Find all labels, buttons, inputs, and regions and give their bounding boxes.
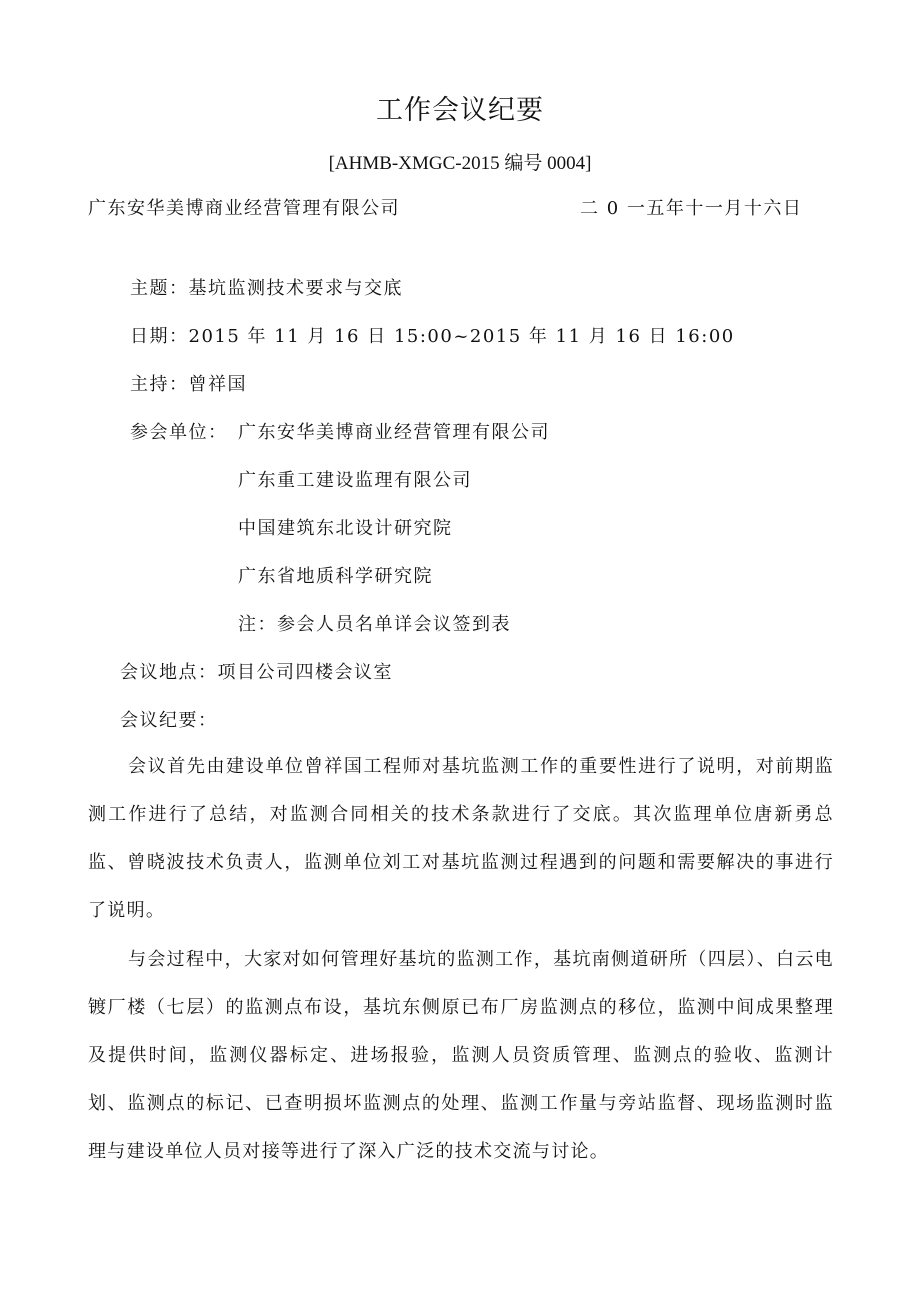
document-number: [AHMB-XMGC-2015 编号 0004] [328,153,592,174]
subject-field: 主题：基坑监测技术要求与交底 [130,278,403,299]
participants-label: 参会单位： [130,422,228,443]
minutes-paragraph-2: 与会过程中，大家对如何管理好基坑的监测工作，基坑南侧道研所（四层）、白云电镀厂楼（七层）的监测点布设，基坑东侧原已布厂房监测点的移位，监测中间成果整理及提供时间，监测仪器标定、进场报验，监测人员资质管理、监测点的验收、监测计划、监测点的标记、已查明损坏监测点的处理、监测工作量与旁站监督、现场监测时监理与建设单位人员对接等进行了深入广泛的技术交流与讨论。 [88,949,834,1162]
document-title: 工作会议纪要 [376,95,544,126]
issue-date: 二 0 一五年十一月十六日 [580,198,803,219]
issuing-organization: 广东安华美博商业经营管理有限公司 [88,198,400,219]
host-field: 主持：曾祥国 [130,374,247,395]
participant-item: 广东省地质科学研究院 [238,566,433,587]
participant-item: 广东重工建设监理有限公司 [238,470,472,491]
minutes-label: 会议纪要： [120,710,218,731]
minutes-paragraph-1: 会议首先由建设单位曾祥国工程师对基坑监测工作的重要性进行了说明，对前期监测工作进行了总结，对监测合同相关的技术条款进行了交底。其次监理单位唐新勇总监、曾晓波技术负责人，监测单位刘工对基坑监测过程遇到的问题和需要解决的事进行了说明。 [88,756,834,921]
datetime-field: 日期：2015 年 11 月 16 日 15:00~2015 年 11 月 16 日 16:00 [130,326,735,347]
location-field: 会议地点：项目公司四楼会议室 [120,662,393,683]
participant-item: 中国建筑东北设计研究院 [238,518,453,539]
participant-item: 广东安华美博商业经营管理有限公司 [238,422,550,443]
attendance-note: 注：参会人员名单详会议签到表 [238,614,511,635]
